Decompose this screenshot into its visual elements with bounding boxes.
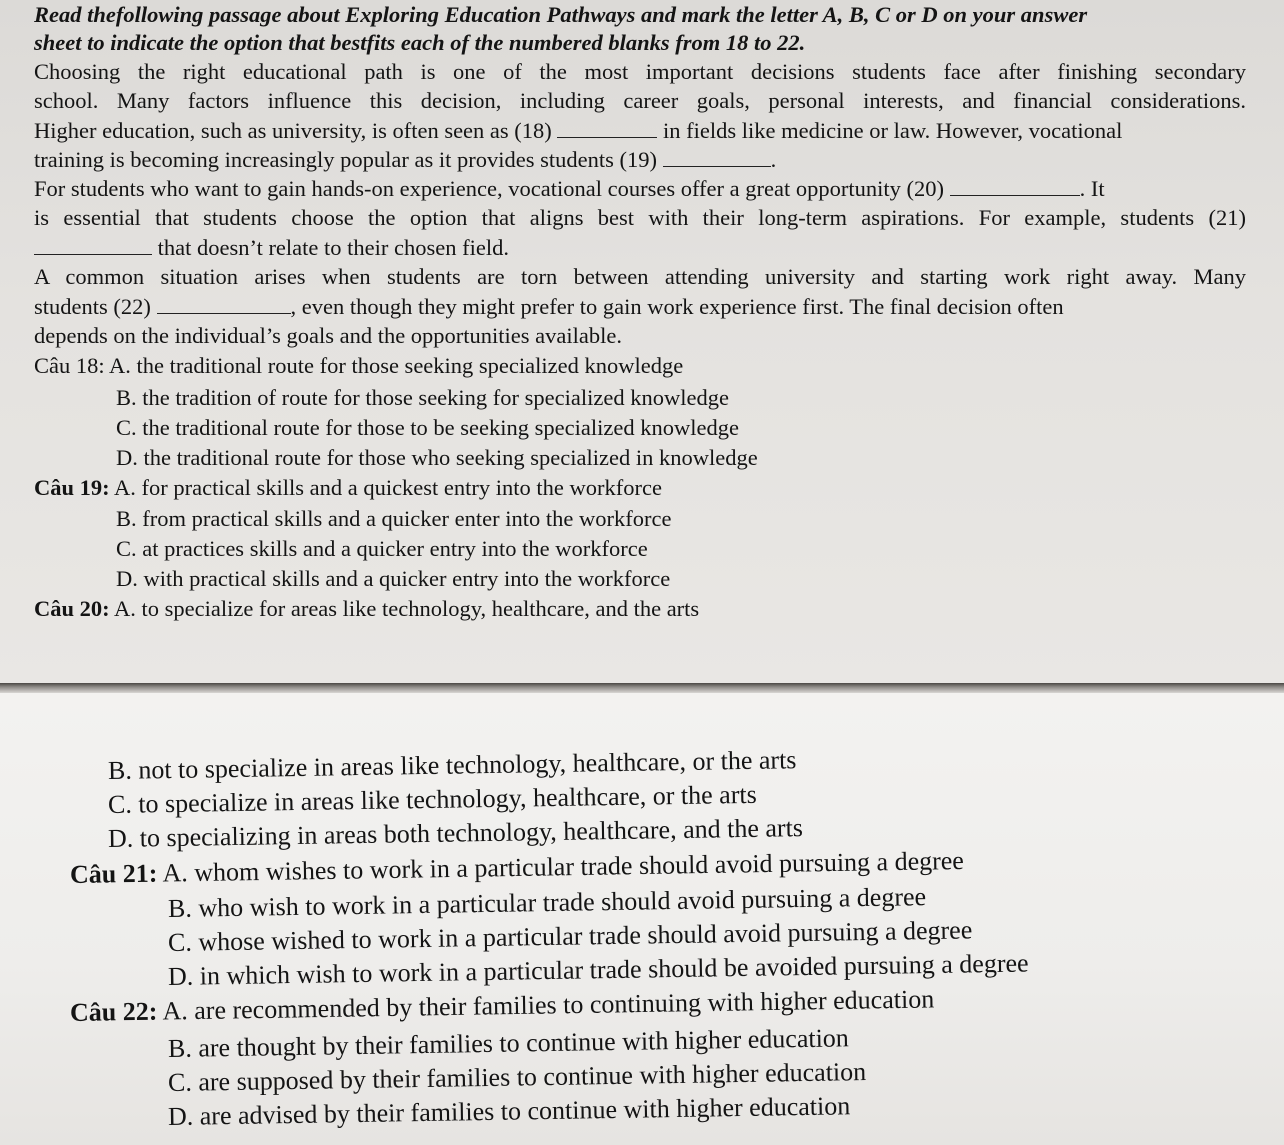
passage-line	[34, 233, 509, 262]
passage-text: For students who want to gain hands-on experience, vocational courses offer a great opportunity (20)	[34, 176, 944, 201]
option-22-d: D. are advised by their families to continue with higher education	[167, 1091, 851, 1131]
option-19-d: D. with practical skills and a quicker entry into the workforce	[116, 566, 671, 591]
passage-text: Higher education, such as university, is often seen as (18)	[34, 118, 552, 143]
passage-text: , even though they might prefer to gain work experience first. The final decision often	[290, 294, 1064, 319]
option-21-d: D. in which wish to work in a particular trade should be avoided pursuing a degree	[167, 948, 1029, 991]
passage-text: that doesn’t relate to their chosen field.	[157, 235, 509, 260]
question-label: Câu 21:	[69, 858, 158, 889]
option-20-d: D. to specializing in areas both technology, healthcare, and the arts	[107, 813, 804, 853]
option-18-a: A. the traditional route for those seeking specialized knowledge	[109, 353, 684, 378]
option-18-c: C. the traditional route for those to be seeking specialized knowledge	[116, 415, 739, 440]
option-22-c: C. are supposed by their families to continue with higher education	[167, 1057, 867, 1097]
passage-line-blank-18	[34, 116, 1122, 145]
option-19-b: B. from practical skills and a quicker enter into the workforce	[116, 506, 672, 531]
option-20-c: C. to specialize in areas like technology, healthcare, or the arts	[107, 779, 757, 819]
question-label: Câu 22:	[69, 996, 158, 1027]
option-21-c: C. whose wished to work in a particular trade should avoid pursuing a degree	[167, 915, 973, 957]
blank-21	[34, 234, 152, 255]
question-label: Câu 19:	[34, 475, 110, 500]
question-label: Câu 18:	[34, 353, 105, 378]
passage-line-blank-22	[34, 292, 1064, 321]
question-label: Câu 20:	[34, 596, 110, 621]
question-20	[34, 594, 699, 623]
option-20-b: B. not to specialize in areas like technology, healthcare, or the arts	[107, 745, 797, 785]
lower-page	[0, 693, 1284, 1145]
question-19	[34, 473, 662, 502]
passage-line: Choosing the right educational path is one of the most important decisions students face after finishing secondary	[34, 59, 1246, 84]
option-22-b: B. are thought by their families to continue with higher education	[167, 1023, 850, 1063]
option-18-d: D. the traditional route for those who seeking specialized in knowledge	[116, 445, 758, 470]
passage-line-blank-20	[34, 174, 1105, 203]
option-21-a: A. whom wishes to work in a particular trade should avoid pursuing a degree	[162, 845, 965, 888]
option-20-a: A. to specialize for areas like technology, healthcare, and the arts	[114, 596, 700, 621]
option-19-a: A. for practical skills and a quickest entry into the workforce	[114, 475, 662, 500]
passage-line-blank-19	[34, 145, 776, 174]
passage-line: A common situation arises when students are torn between attending university and starting work right away. Many	[34, 264, 1246, 289]
blank-19	[663, 146, 771, 167]
instruction-line-1: Read thefollowing passage about Exploring Education Pathways and mark the letter A, B, C or D on your answer	[34, 2, 1088, 27]
option-21-b: B. who wish to work in a particular trade should avoid pursuing a degree	[167, 882, 927, 923]
passage-line: depends on the individual’s goals and the opportunities available.	[34, 323, 622, 348]
passage-text: in fields like medicine or law. However, vocational	[663, 118, 1123, 143]
instruction-line-2: sheet to indicate the option that bestfits each of the numbered blanks from 18 to 22.	[34, 30, 806, 55]
option-19-c: C. at practices skills and a quicker entry into the workforce	[116, 536, 648, 561]
page-fold-shadow	[0, 683, 1284, 693]
passage-line: school. Many factors influence this decision, including career goals, personal interests, and financial considerations.	[34, 88, 1246, 113]
passage-text: .	[770, 147, 777, 172]
passage-text: training is becoming increasingly popular as it provides students (19)	[34, 147, 658, 172]
passage-text: students (22)	[34, 294, 151, 319]
blank-18	[557, 117, 657, 138]
option-18-b: B. the tradition of route for those seeking for specialized knowledge	[116, 385, 729, 410]
blank-22	[157, 293, 291, 314]
blank-20	[950, 175, 1080, 196]
passage-line-blank-21: is essential that students choose the option that aligns best with their long-term aspirations. For example, students (21)	[34, 205, 1246, 230]
passage-text: . It	[1079, 176, 1105, 201]
option-22-a: A. are recommended by their families to continuing with higher education	[162, 984, 935, 1026]
question-18	[34, 351, 683, 380]
